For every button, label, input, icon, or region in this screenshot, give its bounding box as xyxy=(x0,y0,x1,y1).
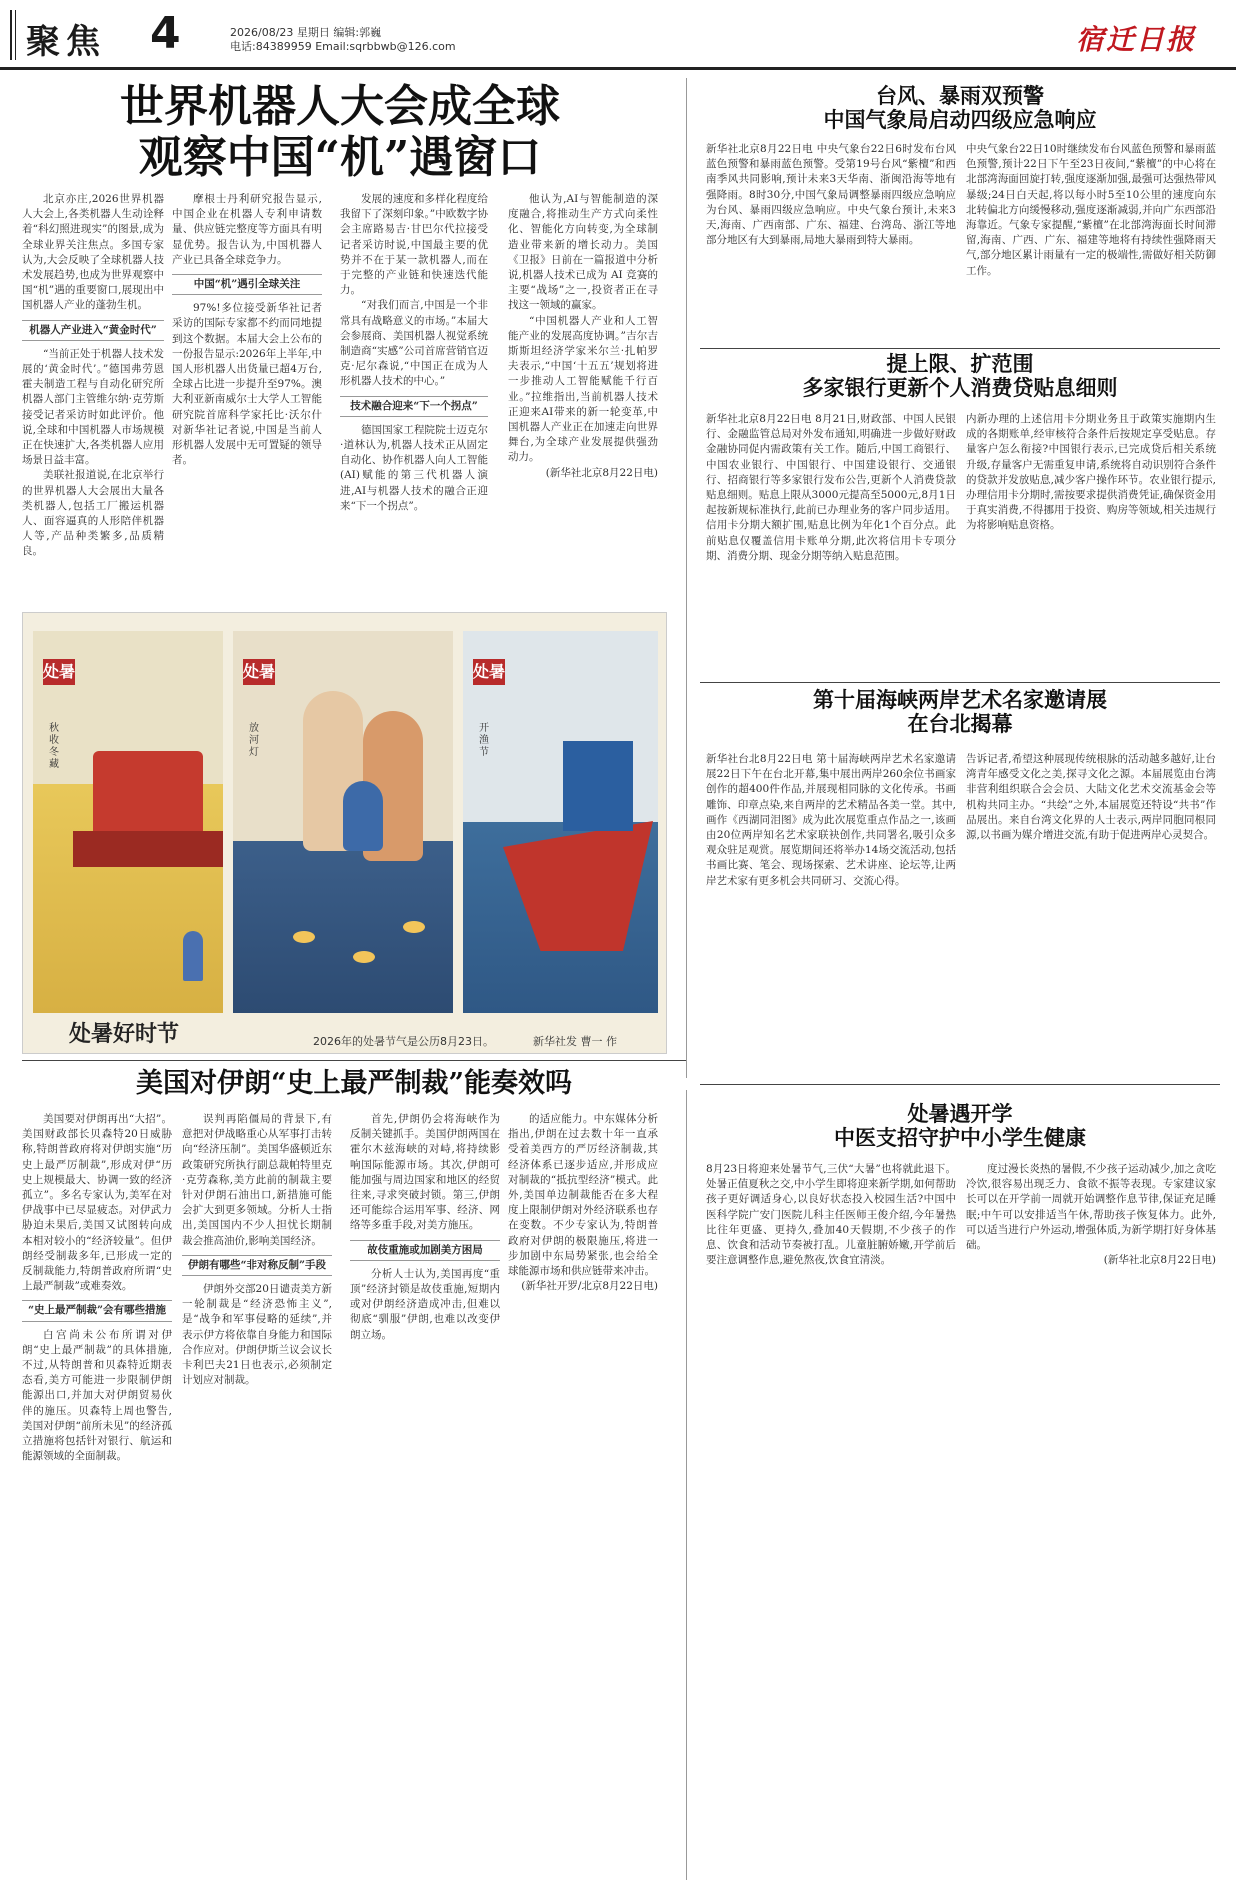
robot-col-1 xyxy=(22,192,164,597)
robot-subhead-2: 中国“机”遇引全球关注 xyxy=(172,274,322,295)
robot-para: “中国机器人产业和人工智能产业的发展高度协调。”吉尔吉斯斯坦经济学家米尔兰·扎帕罗夫表示,“中国‘十五五’规划将进一步推动人工智能赋能千行百业。”拉维指出,当前机器人技术正迎来AI带来的新一轮变革,中国机器人产业正在加速走向世界舞台,为全球产业发展提供强劲动力。 xyxy=(508,314,658,464)
lantern xyxy=(403,921,425,933)
tcm-credit: (新华社北京8月22日电) xyxy=(1103,1254,1216,1267)
lantern xyxy=(353,951,375,963)
iran-col-b xyxy=(182,1112,332,1882)
bank-headline-line2: 多家银行更新个人消费贷贴息细则 xyxy=(802,375,1118,401)
robot-subhead-1: 机器人产业进入“黄金时代” xyxy=(22,320,164,341)
iran-para: 白宫尚未公布所谓对伊朗“史上最严制裁”的具体措施,不过,从特朗普和贝森特近期表态看,美方可能进一步限制伊朗能源出口,并加大对伊朗贸易伙伴的施压。贝森特上周也警告,美国对伊朗“前所未见”的经济孤立措施将包括针对银行、航运和能源领域的全面制裁。 xyxy=(22,1328,172,1463)
robot-headline xyxy=(60,82,620,183)
robot-para: 美联社报道说,在北京举行的世界机器人大会展出大量各类机器人,包括工厂搬运机器人、面容逼真的人形陪伴机器人等,产品种类繁多,品质精良。 xyxy=(22,469,164,558)
panel-lanterns xyxy=(233,631,453,1013)
exhibit-col-b: 告诉记者,希望这种展现传统根脉的活动越多越好,让台湾青年感受文化之美,探寻文化之源。本届展览由台湾非营利组织联合会会员、大陆文化艺术交流基金会等机构共同主办。“共绘”之外,本届展览还特设“共书”作品展出。来自台湾文化界的人士表示,两岸同胞同根同源,以书画为媒介增进交流,有助于促进两岸心灵契合。 xyxy=(966,753,1216,842)
robot-para: 摩根士丹利研究报告显示,中国企业在机器人专利申请数量、供应链完整度等方面具有明显优势。报告认为,中国机器人产业已具备全球竞争力。 xyxy=(172,193,322,266)
illustration-title: 处暑好时节 xyxy=(69,1021,180,1047)
divider xyxy=(22,1060,686,1061)
bank-col-a: 新华社北京8月22日电 8月21日,财政部、中国人民银行、金融监管总局对外发布通知,明确进一步做好财政金融协同促内需政策有关工作。随后,中国工商银行、中国农业银行、中国银行、中国建设银行、交通银行、招商银行等多家银行发布公告,更新个人消费贷款贴息细则。贴息上限从3000元提高至5000元,8月1日起按新规标准执行,此前已办理业务的客户同步适用。信用卡分期大额扩围,贴息比例为年化1个百分点。此前贴息仅覆盖信用卡账单分期,此次将信用卡专项分期、消费分期、现金分期等纳入贴息范围。 xyxy=(706,413,956,562)
iran-para: 的适应能力。中东媒体分析指出,伊朗在过去数十年一直承受着美西方的严厉经济制裁,其经济体系已逐步适应,并形成应对制裁的“抵抗型经济”模式。此外,美国单边制裁能否在多大程度上限制伊朗对外经济联系也存在变数。不少专家认为,特朗普政府对伊朗的极限施压,将进一步加剧中东局势紧张,也会给全球能源市场和供应链带来冲击。 xyxy=(508,1113,658,1278)
exhibit-headline xyxy=(700,688,1220,736)
tcm-headline xyxy=(700,1102,1220,1150)
date-line xyxy=(230,26,456,54)
iran-para: 误判再陷僵局的背景下,有意把对伊战略重心从军事打击转向“经济压制”。美国华盛顿近东政策研究所执行副总裁帕特里克·克劳森称,美方此前的制裁主要针对伊朗石油出口,新措施可能会扩大到更多领域。分析人士指出,美国国内不少人担忧长期制裁会推高油价,影响美国经济。 xyxy=(182,1113,332,1247)
robot-col-3 xyxy=(340,192,488,597)
bank-headline xyxy=(700,352,1220,400)
typhoon-headline-line2: 中国气象局启动四级应急响应 xyxy=(823,107,1097,133)
tcm-para: 度过漫长炎热的暑假,不少孩子运动减少,加之贪吃冷饮,很容易出现乏力、食欲不振等表现。专家建议家长可以在开学前一周就开始调整作息节律,保证充足睡眠;中午可以安排适当午休,帮助孩子恢复体力。此外,可以适当进行户外运动,增强体质,为新学期打好身体基础。 xyxy=(966,1163,1216,1252)
iran-credit: (新华社开罗/北京8月22日电) xyxy=(521,1280,658,1293)
exhibit-headline-line1: 第十届海峡两岸艺术名家邀请展 xyxy=(813,687,1107,712)
robot-para: 北京亦庄,2026世界机器人大会上,各类机器人生动诠释着“科幻照进现实”的图景,成为全球业界关注焦点。多国专家认为,大会反映了全球机器人技术发展趋势,也成为世界观察中国“机”遇的重要窗口,展现出中国机器人产业的蓬勃生机。 xyxy=(22,193,164,312)
contact-text: 电话:84389959 Email:sqrbbwb@126.com xyxy=(230,40,456,53)
divider xyxy=(700,682,1220,683)
harvester-header xyxy=(73,831,223,867)
robot-para: 97%!多位接受新华社记者采访的国际专家都不约而同地提到这个数据。本届大会上公布的一份报告显示:2026年上半年,中国人形机器人出货量已超4万台,全球占比进一步提升至97%。澳大利亚新南威尔士大学人工智能研究院首席科学家托比·沃尔什对新华社记者说,中国是当前人形机器人发展中无可置疑的领导者。 xyxy=(172,302,322,467)
iran-col-d xyxy=(508,1112,658,1882)
column-divider xyxy=(686,78,687,1078)
typhoon-col-b: 中央气象台22日10时继续发布台风蓝色预警和暴雨蓝色预警,预计22日下午至23日夜间,“紫檀”的中心将在北部湾海面回旋打转,强度逐渐加强,最强可达强热带风暴级;24日白天起,将以每小时5至10公里的速度向东北转偏北方向缓慢移动,强度逐渐减弱,并向广东西部沿海靠近。气象专家提醒,“紫檀”在北部湾海面长时间滞留,海南、广西、广东、福建等地将有持续性强降雨天气,部分地区累计雨量有一定的极端性,需做好相关防御工作。 xyxy=(966,143,1216,277)
iran-headline: 美国对伊朗“史上最严制裁”能奏效吗 xyxy=(135,1068,573,1099)
panel-subtag: 放河灯 xyxy=(249,723,259,758)
tcm-col-b xyxy=(966,1162,1216,1882)
boat-cabin xyxy=(563,741,633,831)
robot-para: 他认为,AI与智能制造的深度融合,将推动生产方式向柔性化、智能化方向转变,为全球制造业带来新的增长动力。美国《卫报》日前在一篇报道中分析说,机器人技术已成为 AI 竞赛的主要“战场”之一,投资者正在寻找这一领域的赢家。 xyxy=(508,193,658,312)
iran-subhead-1: “史上最严制裁”会有哪些措施 xyxy=(22,1300,172,1321)
robot-col-4 xyxy=(508,192,658,597)
bank-headline-line1: 提上限、扩范围 xyxy=(886,351,1034,376)
exhibit-headline-line2: 在台北揭幕 xyxy=(907,711,1013,737)
robot-para: 德国国家工程院院士迈克尔·道林认为,机器人技术正从固定自动化、协作机器人向人工智能(AI)赋能的第三代机器人演进,AI与机器人技术的融合正迎来“下一个拐点”。 xyxy=(340,423,488,512)
iran-para: 美国要对伊朗再出“大招”。美国财政部长贝森特20日威胁称,特朗普政府将对伊朗实施“历史上最严厉制裁”,形成对伊“历史上规模最大、协调一致的经济孤立”。多名专家认为,美军在对伊战事中已尽显疲态。对伊武力胁迫未果后,美国又试图转向成本相对较小的“经济较量”。但伊朗经受制裁多年,已形成一定的反制裁能力,特朗普政府所谓“史上最严制裁”或难奏效。 xyxy=(22,1113,172,1293)
panel-fishing xyxy=(463,631,658,1013)
panel-subtag: 开渔节 xyxy=(479,723,489,758)
typhoon-headline xyxy=(700,84,1220,132)
page-number: 4 xyxy=(150,8,181,59)
robot-headline-line1: 世界机器人大会成全球 xyxy=(120,81,560,132)
iran-para: 伊朗外交部20日谴责美方新一轮制裁是“经济恐怖主义”,是“战争和军事侵略的延续”,并表示伊方将依靠自身能力和国际合作应对。伊朗伊斯兰议会议长卡利巴夫21日也表示,必须制定计划应对制裁。 xyxy=(182,1283,332,1387)
panel-tag: 处暑 xyxy=(473,659,505,685)
column-divider xyxy=(686,1090,687,1880)
tcm-headline-line2: 中医支招守护中小学生健康 xyxy=(834,1125,1086,1151)
panel-harvest xyxy=(33,631,223,1013)
typhoon-col-a: 新华社北京8月22日电 中央气象台22日6时发布台风蓝色预警和暴雨蓝色预警。受第19号台风“紫檀”和西南季风共同影响,预计未来3天华南、浙闽沿海等地有强降雨。8时30分,中国气象局调整暴雨四级应急响应为台风、暴雨四级应急响应。中央气象台预计,未来3天,海南、广西南部、广东、福建、台湾岛、浙江等地部分地区有大到暴雨,局地大暴雨到特大暴雨。 xyxy=(706,143,956,247)
iran-col-a xyxy=(22,1112,172,1882)
exhibit-col-a: 新华社台北8月22日电 第十届海峡两岸艺术名家邀请展22日下午在台北开幕,集中展出两岸260余位书画家创作的超400件作品,并展现相同脉的文化传承。书画雕饰、印章点染,来自两岸的艺术精品各美一堂。其中,画作《西湖同泪图》成为此次展览重点作品之一,该画由20位两岸知名艺术家联袂创作,共同署名,吸引众多观众驻足观赏。展览期间还将举办14场交流活动,包括书画比赛、笔会、现场探索、艺术讲座、论坛等,让两岸艺术家有更多机会共同研习、交流心得。 xyxy=(706,753,956,887)
illustration-caption: 2026年的处暑节气是公历8月23日。 xyxy=(313,1035,494,1048)
harvester xyxy=(93,751,203,841)
date-text: 2026/08/23 星期日 编辑:郭巍 xyxy=(230,26,382,39)
robot-subhead-3: 技术融合迎来“下一个拐点” xyxy=(340,396,488,417)
tcm-col-a: 8月23日将迎来处暑节气,三伏“大暑”也将就此退下。处暑正值夏秋之交,中小学生即将迎来新学期,如何帮助孩子更好调适身心,以良好状态投入校园生活?中国中医科学院广安门医院儿科主任医师王俊介绍,今年暑热比往年更盛、更持久,叠加40天假期,不少孩子的作息、饮食和活动节奏被打乱。儿童脏腑娇嫩,开学前后要注意调整作息,避免熬夜,饮食宜清淡。 xyxy=(706,1163,956,1267)
robot-para: 发展的速度和多样化程度给我留下了深刻印象。”中欧数字协会主席路易吉·甘巴尔代拉接受记者采访时说,中国最主要的优势并不在于某一款机器人,而在于完整的产业链和快速迭代能力。 xyxy=(340,193,488,297)
typhoon-headline-line1: 台风、暴雨双预警 xyxy=(876,83,1044,108)
panel-subtag: 秋收冬藏 xyxy=(49,723,59,770)
robot-credit: (新华社北京8月22日电) xyxy=(545,466,658,479)
tcm-headline-line1: 处暑遇开学 xyxy=(907,1101,1013,1126)
masthead xyxy=(0,0,1236,70)
illustration-credit: 新华社发 曹一 作 xyxy=(533,1035,617,1048)
iran-para: 首先,伊朗仍会将海峡作为反制关键抓手。美国伊朗两国在霍尔木兹海峡的对峙,将持续影响国际能源市场。其次,伊朗可能加强与周边国家和地区的经贸往来,寻求突破封锁。第三,伊朗还可能综合运用军事、经济、网络等多重手段,对美方施压。 xyxy=(350,1113,500,1232)
solar-term-illustration xyxy=(22,612,667,1054)
masthead-bar xyxy=(10,10,16,60)
child-figure xyxy=(183,931,203,981)
child-figure xyxy=(343,781,383,851)
fishing-boat xyxy=(503,821,653,951)
bank-col-b: 内新办理的上述信用卡分期业务且于政策实施期内生成的各期账单,经审核符合条件后按规定享受贴息。存量客户怎么衔接?中国银行表示,已完成贷后相关系统升级,存量客户无需重复申请,系统将自动识别符合条件的贷款并发放贴息,减少客户操作环节。农业银行提示,办理信用卡分期时,需按要求提供消费凭证,确保资金用于真实消费,不得挪用于投资、购房等领域,相关违规行为将影响贴息资格。 xyxy=(966,413,1216,532)
divider xyxy=(700,1084,1220,1085)
iran-col-c xyxy=(350,1112,500,1882)
divider xyxy=(700,348,1220,349)
iran-subhead-3: 故伎重施或加剧美方困局 xyxy=(350,1240,500,1261)
robot-para: “对我们而言,中国是一个非常具有战略意义的市场。”本届大会参展商、美国机器人视觉系统制造商“实感”公司首席营销官迈克·尼尔森说,“中国正在成为人形机器人技术的中心。” xyxy=(340,299,488,388)
robot-col-2 xyxy=(172,192,322,597)
newspaper-logo: 宿迁日报 xyxy=(1075,23,1196,56)
lantern xyxy=(293,931,315,943)
panel-tag: 处暑 xyxy=(243,659,275,685)
section-name: 聚焦 xyxy=(26,22,106,62)
panel-tag: 处暑 xyxy=(43,659,75,685)
iran-para: 分析人士认为,美国再度“重顶”经济封锁是故伎重施,短期内或对伊朗经济造成冲击,但难以彻底“驯服”伊朗,也难以改变伊朗立场。 xyxy=(350,1267,500,1341)
robot-headline-line2: 观察中国“机”遇窗口 xyxy=(138,131,542,183)
iran-subhead-2: 伊朗有哪些“非对称反制”手段 xyxy=(182,1255,332,1276)
robot-para: “当前正处于机器人技术发展的‘黄金时代’。”德国弗劳恩霍夫制造工程与自动化研究所机器人部门主管维尔纳·克劳斯接受记者采访时如此评价。他说,全球和中国机器人市场规模正在快速扩大,各类机器人应用场景日益丰富。 xyxy=(22,347,164,467)
